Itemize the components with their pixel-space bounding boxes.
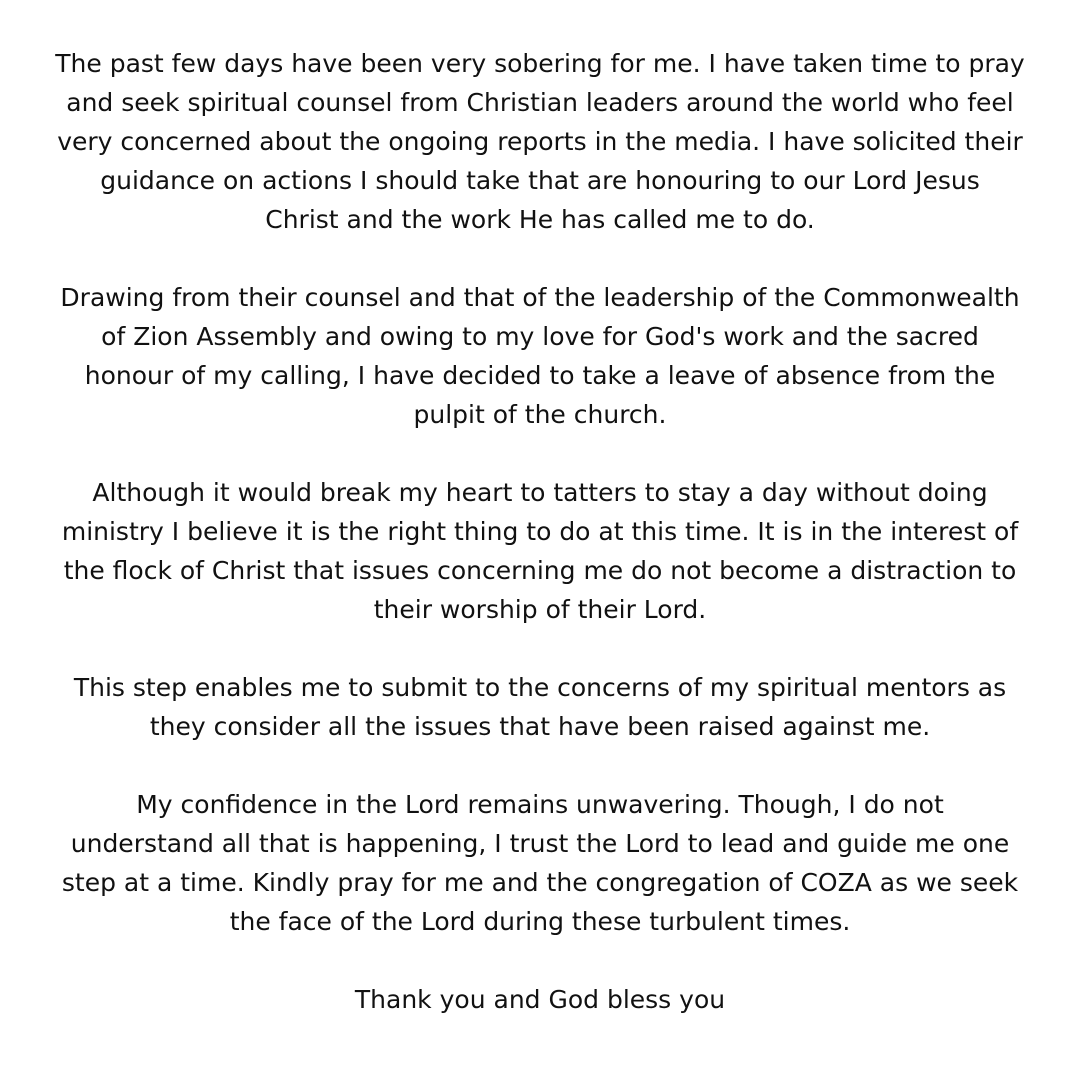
paragraph-leave-of-absence: [40, 278, 1040, 434]
text-line: the flock of Christ that issues concerning me do not become a distraction to: [63, 556, 1017, 585]
text-line: understand all that is happening, I trust the Lord to lead and guide me one: [70, 829, 1010, 858]
statement-text: [40, 44, 1040, 1019]
text-line: Although it would break my heart to tatters to stay a day without doing: [92, 478, 988, 507]
text-line: very concerned about the ongoing reports in the media. I have solicited their: [57, 127, 1023, 156]
paragraph-spiritual-mentors: [40, 668, 1040, 746]
closing-line: Thank you and God bless you: [354, 985, 726, 1014]
text-line: The past few days have been very sobering for me. I have taken time to pray: [55, 49, 1025, 78]
paragraph-ministry: [40, 473, 1040, 629]
text-line: Drawing from their counsel and that of the leadership of the Commonwealth: [60, 283, 1020, 312]
text-line: they consider all the issues that have been raised against me.: [149, 712, 931, 741]
paragraph-prayer-and-counsel: [40, 44, 1040, 239]
text-line: their worship of their Lord.: [373, 595, 707, 624]
text-line: guidance on actions I should take that are honouring to our Lord Jesus: [100, 166, 980, 195]
text-line: of Zion Assembly and owing to my love for God's work and the sacred: [101, 322, 979, 351]
text-line: step at a time. Kindly pray for me and the congregation of COZA as we seek: [61, 868, 1019, 897]
paragraph-confidence: [40, 785, 1040, 941]
paragraph-closing: [40, 980, 1040, 1019]
text-line: ministry I believe it is the right thing to do at this time. It is in the interest of: [61, 517, 1019, 546]
text-line: Christ and the work He has called me to do.: [265, 205, 815, 234]
text-line: honour of my calling, I have decided to take a leave of absence from the: [84, 361, 996, 390]
text-line: This step enables me to submit to the concerns of my spiritual mentors as: [73, 673, 1007, 702]
text-line: the face of the Lord during these turbulent times.: [229, 907, 851, 936]
text-line: and seek spiritual counsel from Christian leaders around the world who feel: [66, 88, 1014, 117]
text-line: pulpit of the church.: [413, 400, 667, 429]
text-line: My confidence in the Lord remains unwavering. Though, I do not: [136, 790, 944, 819]
